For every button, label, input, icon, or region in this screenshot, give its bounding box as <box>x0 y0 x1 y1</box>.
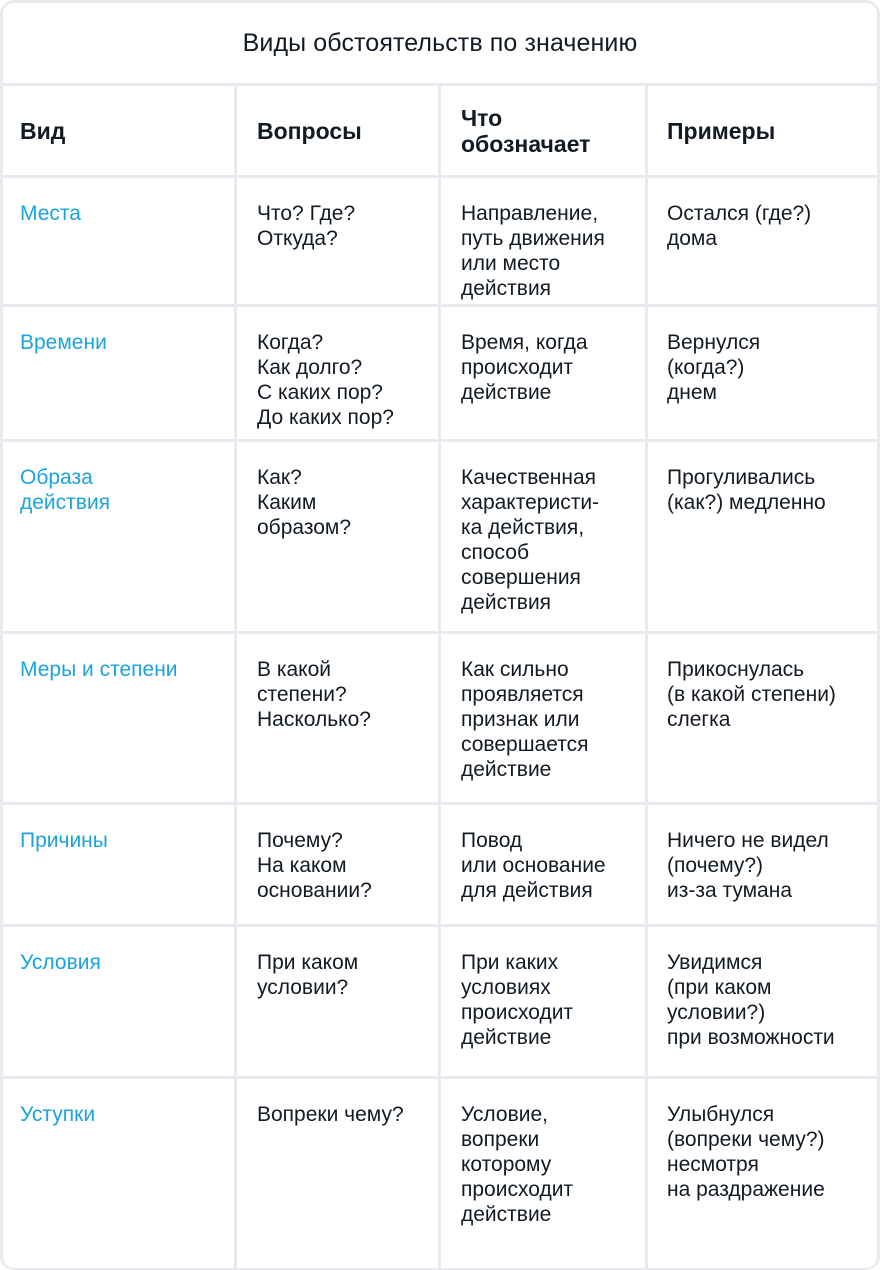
row-kind: Образа действия <box>3 442 234 631</box>
row-examples: Остался (где?) дома <box>648 178 877 304</box>
row-examples: Прогуливались (как?) медленно <box>648 442 877 631</box>
row-examples: Улыбнулся (вопреки чему?) несмотря на раздражение <box>648 1079 877 1268</box>
row-questions: При каком условии? <box>237 927 438 1076</box>
row-meaning: Как сильно проявляется признак или совершается действие <box>441 634 645 802</box>
row-questions: Вопреки чему? <box>237 1079 438 1268</box>
row-meaning: Время, когда происходит действие <box>441 307 645 439</box>
table-title: Виды обстоятельств по значению <box>242 28 638 57</box>
header-examples: Примеры <box>648 86 877 175</box>
header-kind: Вид <box>3 86 234 175</box>
row-kind: Условия <box>3 927 234 1076</box>
row-meaning: Качественная характеристи- ка действия, способ совершения действия <box>441 442 645 631</box>
table-grid <box>3 86 877 1267</box>
row-meaning: Условие, вопреки которому происходит действие <box>441 1079 645 1268</box>
row-meaning: При каких условиях происходит действие <box>441 927 645 1076</box>
row-questions: Почему? На каком основании? <box>237 805 438 924</box>
row-questions: В какой степени? Насколько? <box>237 634 438 802</box>
row-kind: Уступки <box>3 1079 234 1268</box>
row-kind: Времени <box>3 307 234 439</box>
row-examples: Вернулся (когда?) днем <box>648 307 877 439</box>
row-questions: Что? Где? Откуда? <box>237 178 438 304</box>
row-examples: Ничего не видел (почему?) из-за тумана <box>648 805 877 924</box>
row-kind: Меры и степени <box>3 634 234 802</box>
row-meaning: Направление, путь движения или место действия <box>441 178 645 304</box>
row-questions: Как? Каким образом? <box>237 442 438 631</box>
row-kind: Причины <box>3 805 234 924</box>
row-examples: Прикоснулась (в какой степени) слегка <box>648 634 877 802</box>
table-title-cell <box>3 3 877 83</box>
row-meaning: Повод или основание для действия <box>441 805 645 924</box>
row-examples: Увидимся (при каком условии?) при возможности <box>648 927 877 1076</box>
row-kind: Места <box>3 178 234 304</box>
row-questions: Когда? Как долго? С каких пор? До каких пор? <box>237 307 438 439</box>
header-meaning: Что обозначает <box>441 86 645 175</box>
header-questions: Вопросы <box>237 86 438 175</box>
